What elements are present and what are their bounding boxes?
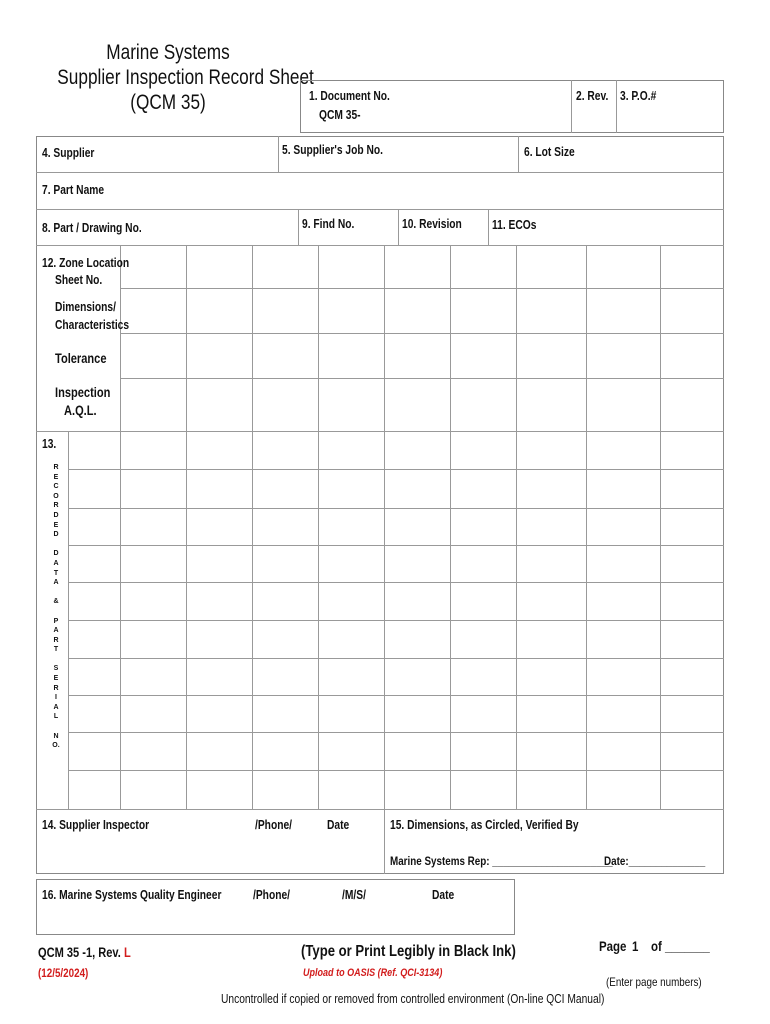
po-label: 3. P.O.#	[620, 89, 657, 103]
part-name-field[interactable]: 7. Part Name	[42, 183, 105, 197]
form-title	[33, 40, 314, 115]
marine-systems-rep-line[interactable]: Marine Systems Rep: ______________________	[390, 854, 613, 868]
lot-size-field[interactable]: 6. Lot Size	[524, 145, 575, 159]
supplier-field[interactable]: 4. Supplier	[42, 146, 95, 160]
find-no-field[interactable]: 9. Find No.	[302, 217, 355, 231]
rev-date: (12/5/2024)	[38, 966, 89, 980]
revision-field[interactable]: 10. Revision	[402, 217, 462, 231]
rev-letter: L	[123, 945, 131, 960]
ecos-field[interactable]: 11. ECOs	[492, 218, 537, 232]
upload-note: Upload to OASIS (Ref. QCI-3134)	[303, 967, 443, 979]
main-form-box	[36, 136, 724, 874]
title-line-3: (QCM 35)	[130, 91, 206, 114]
document-no-value: QCM 35-	[319, 108, 361, 122]
page-of-field[interactable]: of _______	[651, 938, 710, 954]
quality-engineer-field: 16. Marine Systems Quality Engineer	[42, 888, 222, 902]
zone-location-label-2: Sheet No.	[55, 273, 103, 287]
page-number[interactable]: 1	[632, 938, 639, 954]
uncontrolled-notice: Uncontrolled if copied or removed from controlled environment (On-line QCI Manual)	[221, 992, 605, 1006]
rev-label: 2. Rev.	[576, 89, 609, 103]
quality-engineer-ms: /M/S/	[342, 888, 366, 902]
document-no-box[interactable]	[300, 80, 724, 133]
ink-note: (Type or Print Legibly in Black Ink)	[301, 943, 516, 960]
zone-location-label-1: 12. Zone Location	[42, 256, 130, 270]
recorded-data-label: 13.	[42, 437, 57, 451]
page-label: Page	[599, 938, 627, 954]
supplier-inspector-date: Date	[327, 818, 350, 832]
supplier-inspector-phone: /Phone/	[255, 818, 293, 832]
document-no-label: 1. Document No.	[309, 89, 390, 103]
inspection-label-1: Inspection	[55, 385, 111, 400]
quality-engineer-date: Date	[432, 888, 455, 902]
form-id: QCM 35 -1, Rev. L	[38, 945, 131, 960]
dimensions-label-2: Characteristics	[55, 318, 130, 332]
recorded-data-vertical-text: R E C O R D E D D A T A & P A R T S E R I A L N O.	[52, 464, 60, 750]
part-drawing-no-field[interactable]: 8. Part / Drawing No.	[42, 221, 142, 235]
suppliers-job-no-field[interactable]: 5. Supplier's Job No.	[282, 143, 383, 157]
rep-date-line[interactable]: Date:______________	[604, 854, 706, 868]
tolerance-label: Tolerance	[55, 351, 107, 366]
title-line-1: Marine Systems	[106, 41, 230, 64]
title-line-2: Supplier Inspection Record Sheet	[57, 66, 314, 89]
enter-page-numbers-note: (Enter page numbers)	[606, 975, 702, 989]
dimensions-label-1: Dimensions/	[55, 300, 116, 314]
quality-engineer-phone: /Phone/	[253, 888, 291, 902]
verified-by-label: 15. Dimensions, as Circled, Verified By	[390, 818, 579, 832]
supplier-inspector-field[interactable]: 14. Supplier Inspector	[42, 818, 150, 832]
inspection-label-2: A.Q.L.	[64, 403, 97, 418]
